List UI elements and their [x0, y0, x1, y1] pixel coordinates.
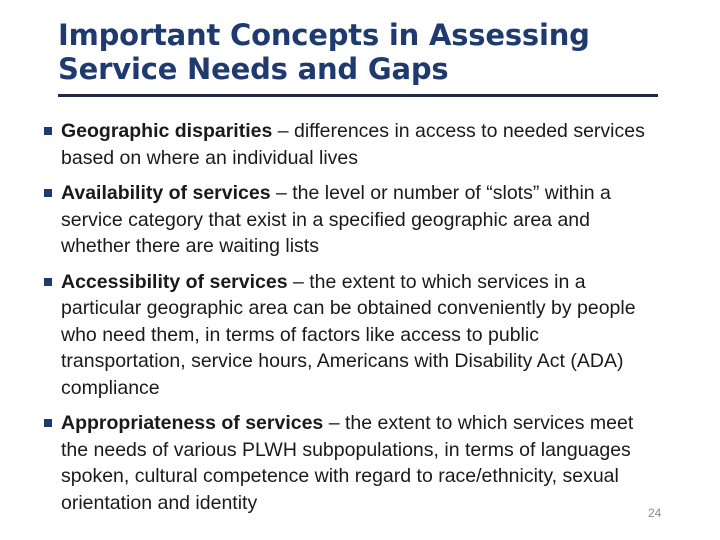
bullet-text: – the extent to which services in a particular geographic area can be obtained conveniently by people who need them, in terms of factors like access to public transportation, service hours, Americans with Disability Act (ADA) compliance	[61, 270, 636, 399]
bullet-geographic-disparities	[44, 118, 654, 171]
bullet-text: – the level or number of “slots” within a service category that exist in a specified geographic area and whether there are waiting lists	[61, 182, 611, 257]
bullet-text: – the extent to which services meet the needs of various PLWH subpopulations, in terms of languages spoken, cultural competence with regard to race/ethnicity, sexual orientation and identity	[61, 412, 634, 514]
bullet-term: Accessibility of services	[61, 270, 288, 293]
square-bullet-icon	[44, 419, 52, 427]
square-bullet-icon	[44, 278, 52, 286]
page-number: 24	[648, 506, 662, 520]
bullet-availability-of-services	[44, 180, 654, 260]
slide-title	[58, 18, 678, 86]
slide-title-line-1: Important Concepts in Assessing	[58, 18, 590, 52]
square-bullet-icon	[44, 127, 52, 135]
bullet-list	[44, 118, 654, 525]
bullet-appropriateness-of-services	[44, 410, 654, 516]
bullet-term: Appropriateness of services	[61, 412, 324, 434]
title-underline-rule	[58, 94, 658, 97]
square-bullet-icon	[44, 189, 52, 197]
bullet-text: – differences in access to needed services based on where an individual lives	[61, 120, 645, 169]
bullet-term: Geographic disparities	[61, 120, 273, 142]
bullet-term: Availability of services	[61, 182, 271, 204]
bullet-accessibility-of-services	[44, 269, 654, 402]
slide-title-line-2: Service Needs and Gaps	[58, 52, 449, 86]
